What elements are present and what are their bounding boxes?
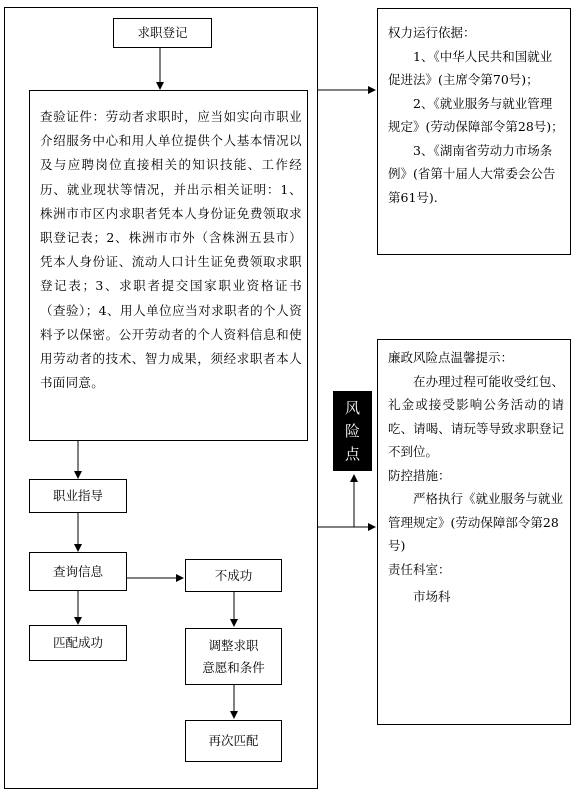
career-guidance-label: 职业指导 [52,488,103,503]
risk-char-3: 点 [344,444,360,463]
rematch-box [185,720,282,762]
job-registration-label: 求职登记 [137,25,188,40]
responsible-office-title: 责任科室： [388,561,451,577]
adjust-conditions-box [185,628,282,685]
match-success-box [29,625,127,661]
adjust-conditions-line2: 意愿和条件 [202,659,265,675]
rematch-label: 再次匹配 [208,733,259,748]
prevention-title: 防控措施： [388,467,451,483]
power-basis-title: 权力运行依据： [388,25,476,40]
unsuccessful-box [185,559,282,592]
unsuccessful-label: 不成功 [214,567,253,583]
query-info-label: 查询信息 [52,563,103,579]
prevention-measure: 严格执行《就业服务与就业管理规定》(劳动保障部令第28号) [388,491,564,553]
query-info-box [29,552,127,591]
verify-documents-box [29,90,308,441]
risk-point-label [333,391,372,471]
power-basis-box [377,8,571,255]
responsible-office: 市场科 [413,589,451,604]
match-success-label: 匹配成功 [52,635,103,650]
verify-documents-text: 查验证件：劳动者求职时，应当如实向市职业介绍服务中心和用人单位提供个人基本情况以及与应聘岗位直接相关的知识技能、工作经历、就业现状等情况，并出示相关证明：1、株洲市市区内求职者凭本人身份证免费领取求职登记表；2、株洲市市外（含株洲五县市）凭本人身份证、流动人口计生证免费领取求职登记表；3、求职者提交国家职业资格证书（查验）；4、用人单位应当对求职者的个人资料予以保密。公开劳动者的个人资料信息和使用劳动者的技术、智力成果，须经求职者本人书面同意。 [40,109,302,391]
risk-char-1: 风 [344,398,360,417]
integrity-warning-title: 廉政风险点温馨提示： [388,350,514,365]
risk-description: 在办理过程可能收受红包、礼金或接受影响公务活动的请吃、请喝、请玩等导致求职登记不到位。 [388,373,564,459]
power-basis-item-2: 2、《就业服务与就业管理规定》(劳动保障部令第28号)； [388,95,564,134]
power-basis-item-3: 3、《湖南省劳动力市场条例》(省第十届人大常委会公告第61号). [388,142,556,205]
adjust-conditions-line1: 调整求职 [208,637,259,653]
risk-char-2: 险 [344,421,360,440]
integrity-warning-box [377,339,571,725]
career-guidance-box [29,479,127,513]
job-registration-box [113,18,212,48]
power-basis-item-1: 1、《中华人民共和国就业促进法》(主席令第70号)； [388,48,553,87]
